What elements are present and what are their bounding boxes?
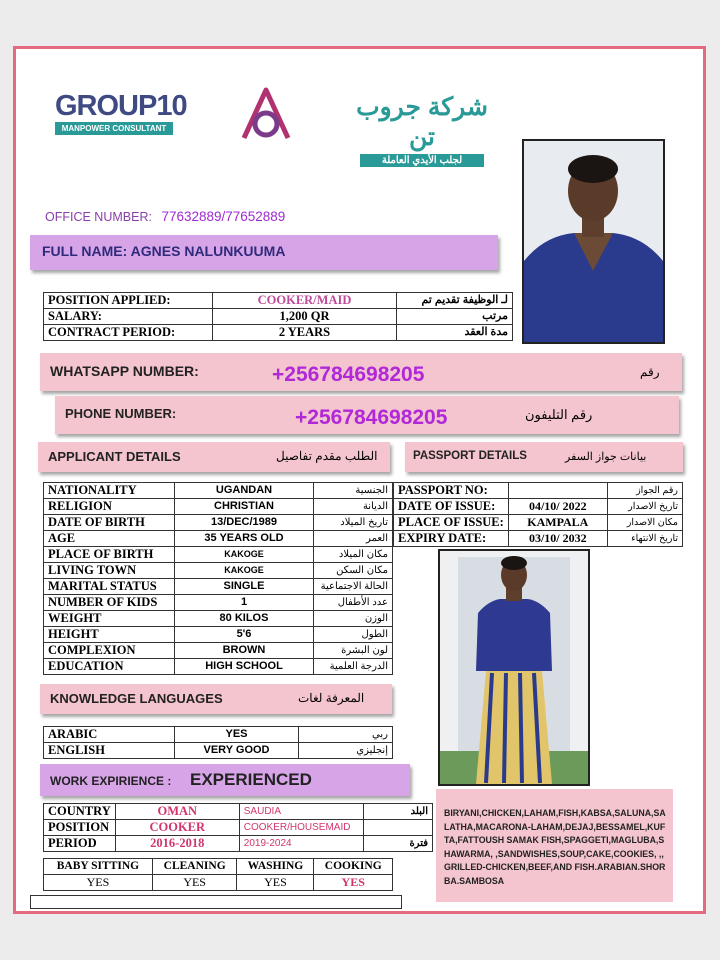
- applicant-details-arabic: الطلب مقدم تفاصيل: [276, 449, 378, 463]
- applicant-row-arabic: عدد الأطفال: [314, 595, 393, 611]
- applicant-row-value: HIGH SCHOOL: [175, 659, 314, 675]
- applicant-row: [44, 579, 393, 595]
- applicant-row-value: 1: [175, 595, 314, 611]
- group10-logo: [55, 90, 187, 135]
- applicant-row-label: PLACE OF BIRTH: [44, 547, 175, 563]
- applicant-row-arabic: لون البشرة: [314, 643, 393, 659]
- passport-row-label: PASSPORT NO:: [394, 483, 509, 499]
- experience-row-position: [44, 820, 433, 836]
- passport-row-label: EXPIRY DATE:: [394, 531, 509, 547]
- passport-details-table: [393, 482, 683, 547]
- passport-row-arabic: رقم الجواز: [607, 483, 682, 499]
- passport-row-value: 03/10/ 2032: [508, 531, 607, 547]
- applicant-row: [44, 515, 393, 531]
- applicant-row-value: 13/DEC/1989: [175, 515, 314, 531]
- passport-row: [394, 499, 683, 515]
- phone-number: +256784698205: [295, 406, 448, 429]
- applicant-row-label: NATIONALITY: [44, 483, 175, 499]
- blank-notes-box: [30, 895, 402, 909]
- passport-row-label: DATE OF ISSUE:: [394, 499, 509, 515]
- applicant-row: [44, 483, 393, 499]
- language-row-label: ENGLISH: [44, 743, 175, 759]
- experience-first-job: COOKER: [115, 820, 239, 836]
- whatsapp-number: +256784698205: [272, 363, 425, 386]
- applicant-row-label: COMPLEXION: [44, 643, 175, 659]
- applicant-row-value: 80 KILOS: [175, 611, 314, 627]
- position-table: [43, 292, 513, 341]
- phone-banner: [55, 396, 679, 434]
- passport-row: [394, 531, 683, 547]
- applicant-row-arabic: مكان السكن: [314, 563, 393, 579]
- office-number-value: 77632889/77652889: [161, 209, 286, 224]
- applicant-row-value: KAKOGE: [175, 547, 314, 563]
- passport-row-value: KAMPALA: [508, 515, 607, 531]
- language-row-arabic: إنجليزي: [299, 743, 393, 759]
- passport-details-banner: [405, 442, 683, 472]
- experience-first-job: 2016-2018: [115, 836, 239, 852]
- applicant-row-arabic: مكان الميلاد: [314, 547, 393, 563]
- experience-first-job: OMAN: [115, 804, 239, 820]
- experience-row-arabic: فترة: [363, 836, 432, 852]
- applicant-row-value: BROWN: [175, 643, 314, 659]
- language-row-value: VERY GOOD: [175, 743, 299, 759]
- experience-row-label: POSITION: [44, 820, 116, 836]
- position-row-label: CONTRACT PERIOD:: [44, 325, 213, 341]
- position-row: [44, 293, 513, 309]
- whatsapp-banner: [40, 353, 682, 391]
- applicant-row-label: LIVING TOWN: [44, 563, 175, 579]
- languages-arabic: المعرفة لغات: [298, 691, 365, 705]
- experience-row-label: PERIOD: [44, 836, 116, 852]
- experience-second-job: 2019-2024: [239, 836, 363, 852]
- experience-second-job: COOKER/HOUSEMAID: [239, 820, 363, 836]
- position-row: [44, 325, 513, 341]
- phone-arabic-label: رقم التليفون: [525, 407, 593, 422]
- skills-table: [43, 858, 393, 891]
- languages-banner: [40, 684, 392, 714]
- applicant-row-label: RELIGION: [44, 499, 175, 515]
- applicant-row-label: NUMBER OF KIDS: [44, 595, 175, 611]
- applicant-details-title: APPLICANT DETAILS: [48, 449, 181, 464]
- arabic-company-subtitle: لجلب الأيدي العاملة: [360, 154, 484, 167]
- work-experience-label: WORK EXPIRIENCE :: [50, 774, 172, 788]
- applicant-full-body-photo: [438, 549, 590, 786]
- applicant-row-label: AGE: [44, 531, 175, 547]
- skills-header-row: [44, 859, 393, 875]
- position-row-arabic: لـ الوظيفة تقديم تم: [397, 293, 513, 309]
- applicant-row: [44, 611, 393, 627]
- skill-header: BABY SITTING: [44, 859, 153, 875]
- applicant-row-value: 35 YEARS OLD: [175, 531, 314, 547]
- whatsapp-arabic-label: رقم: [640, 365, 660, 379]
- skill-header: COOKING: [314, 859, 393, 875]
- skill-header: CLEANING: [152, 859, 237, 875]
- experience-row-period: [44, 836, 433, 852]
- applicant-row-label: WEIGHT: [44, 611, 175, 627]
- applicant-row-value: KAKOGE: [175, 563, 314, 579]
- skill-value: YES: [44, 875, 153, 891]
- skill-header: WASHING: [237, 859, 314, 875]
- language-row: [44, 743, 393, 759]
- experience-row-country: [44, 804, 433, 820]
- passport-details-arabic: بيانات جواز السفر: [565, 451, 647, 463]
- experience-row-label: COUNTRY: [44, 804, 116, 820]
- applicant-row-value: 5'6: [175, 627, 314, 643]
- applicant-row-value: UGANDAN: [175, 483, 314, 499]
- position-row-value: 2 YEARS: [213, 325, 397, 341]
- position-row-arabic: مدة العقد: [397, 325, 513, 341]
- skill-value: YES: [314, 875, 393, 891]
- experience-row-arabic: البلد: [363, 804, 432, 820]
- position-row-label: SALARY:: [44, 309, 213, 325]
- office-number: [45, 209, 285, 224]
- applicant-details-table: [43, 482, 393, 675]
- passport-row: [394, 515, 683, 531]
- full-name-banner: [30, 235, 498, 270]
- applicant-row: [44, 547, 393, 563]
- passport-row-arabic: تاريخ الانتهاء: [607, 531, 682, 547]
- position-row: [44, 309, 513, 325]
- work-experience-value: EXPERIENCED: [190, 770, 312, 789]
- applicant-row-arabic: تاريخ الميلاد: [314, 515, 393, 531]
- whatsapp-label: WHATSAPP NUMBER:: [50, 363, 199, 379]
- phone-label: PHONE NUMBER:: [65, 406, 177, 421]
- language-row: [44, 727, 393, 743]
- group10-logo-subtitle: MANPOWER CONSULTANT: [55, 122, 173, 135]
- language-row-label: ARABIC: [44, 727, 175, 743]
- position-row-value: COOKER/MAID: [213, 293, 397, 309]
- experience-table: [43, 803, 433, 852]
- applicant-row: [44, 643, 393, 659]
- applicant-row: [44, 627, 393, 643]
- applicant-row: [44, 563, 393, 579]
- applicant-portrait-photo: [522, 139, 665, 344]
- passport-row-arabic: تاريخ الاصدار: [607, 499, 682, 515]
- applicant-row-label: DATE OF BIRTH: [44, 515, 175, 531]
- language-row-arabic: ربي: [299, 727, 393, 743]
- languages-table: [43, 726, 393, 759]
- applicant-row-arabic: الحالة الاجتماعية: [314, 579, 393, 595]
- applicant-row-label: EDUCATION: [44, 659, 175, 675]
- applicant-row-arabic: الجنسية: [314, 483, 393, 499]
- applicant-row: [44, 659, 393, 675]
- applicant-row-label: HEIGHT: [44, 627, 175, 643]
- full-name: FULL NAME: AGNES NALUNKUUMA: [42, 243, 286, 259]
- work-experience-banner: [40, 764, 410, 796]
- languages-title: KNOWLEDGE LANGUAGES: [50, 691, 223, 706]
- applicant-row: [44, 499, 393, 515]
- drop-logo-icon: [238, 86, 294, 144]
- experience-second-job: SAUDIA: [239, 804, 363, 820]
- passport-row-arabic: مكان الاصدار: [607, 515, 682, 531]
- applicant-row-value: CHRISTIAN: [175, 499, 314, 515]
- cooking-list-box: [436, 789, 673, 902]
- skill-value: YES: [152, 875, 237, 891]
- applicant-row-arabic: الطول: [314, 627, 393, 643]
- passport-row-value: [508, 483, 607, 499]
- passport-row-label: PLACE OF ISSUE:: [394, 515, 509, 531]
- applicant-row-arabic: الدرجة العلمية: [314, 659, 393, 675]
- cooking-list-text: BIRYANI,CHICKEN,LAHAM,FISH,KABSA,SALUNA,SALATHA,MACARONA-LAHAM,DEJAJ,BESSAMEL,KUFTA,FATTOUSH SAMAK FISH,SPAGGETI,MAGLUBA,SHAWARMA, ,SANDWISHES,SOUP,CAKE,COOKIES, ,,GRILLED-CHICKEN,BEEF,AND FISH.ARABIAN.SHORBA.SAMBOSA: [444, 808, 666, 886]
- applicant-row: [44, 531, 393, 547]
- skills-value-row: [44, 875, 393, 891]
- position-row-arabic: مرتب: [397, 309, 513, 325]
- applicant-row-label: MARITAL STATUS: [44, 579, 175, 595]
- passport-row: [394, 483, 683, 499]
- applicant-row-arabic: الديانة: [314, 499, 393, 515]
- applicant-details-banner: [38, 442, 390, 472]
- skill-value: YES: [237, 875, 314, 891]
- position-row-label: POSITION APPLIED:: [44, 293, 213, 309]
- arabic-company-name: شركة جروب تن: [356, 93, 488, 151]
- language-row-value: YES: [175, 727, 299, 743]
- applicant-row: [44, 595, 393, 611]
- applicant-row-value: SINGLE: [175, 579, 314, 595]
- applicant-row-arabic: الوزن: [314, 611, 393, 627]
- experience-row-arabic: [363, 820, 432, 836]
- applicant-row-arabic: العمر: [314, 531, 393, 547]
- passport-row-value: 04/10/ 2022: [508, 499, 607, 515]
- office-number-label: OFFICE NUMBER:: [45, 210, 152, 224]
- group10-logo-text: GROUP10: [55, 90, 187, 122]
- position-row-value: 1,200 QR: [213, 309, 397, 325]
- arabic-company-logo: [352, 92, 492, 167]
- passport-details-title: PASSPORT DETAILS: [413, 450, 527, 462]
